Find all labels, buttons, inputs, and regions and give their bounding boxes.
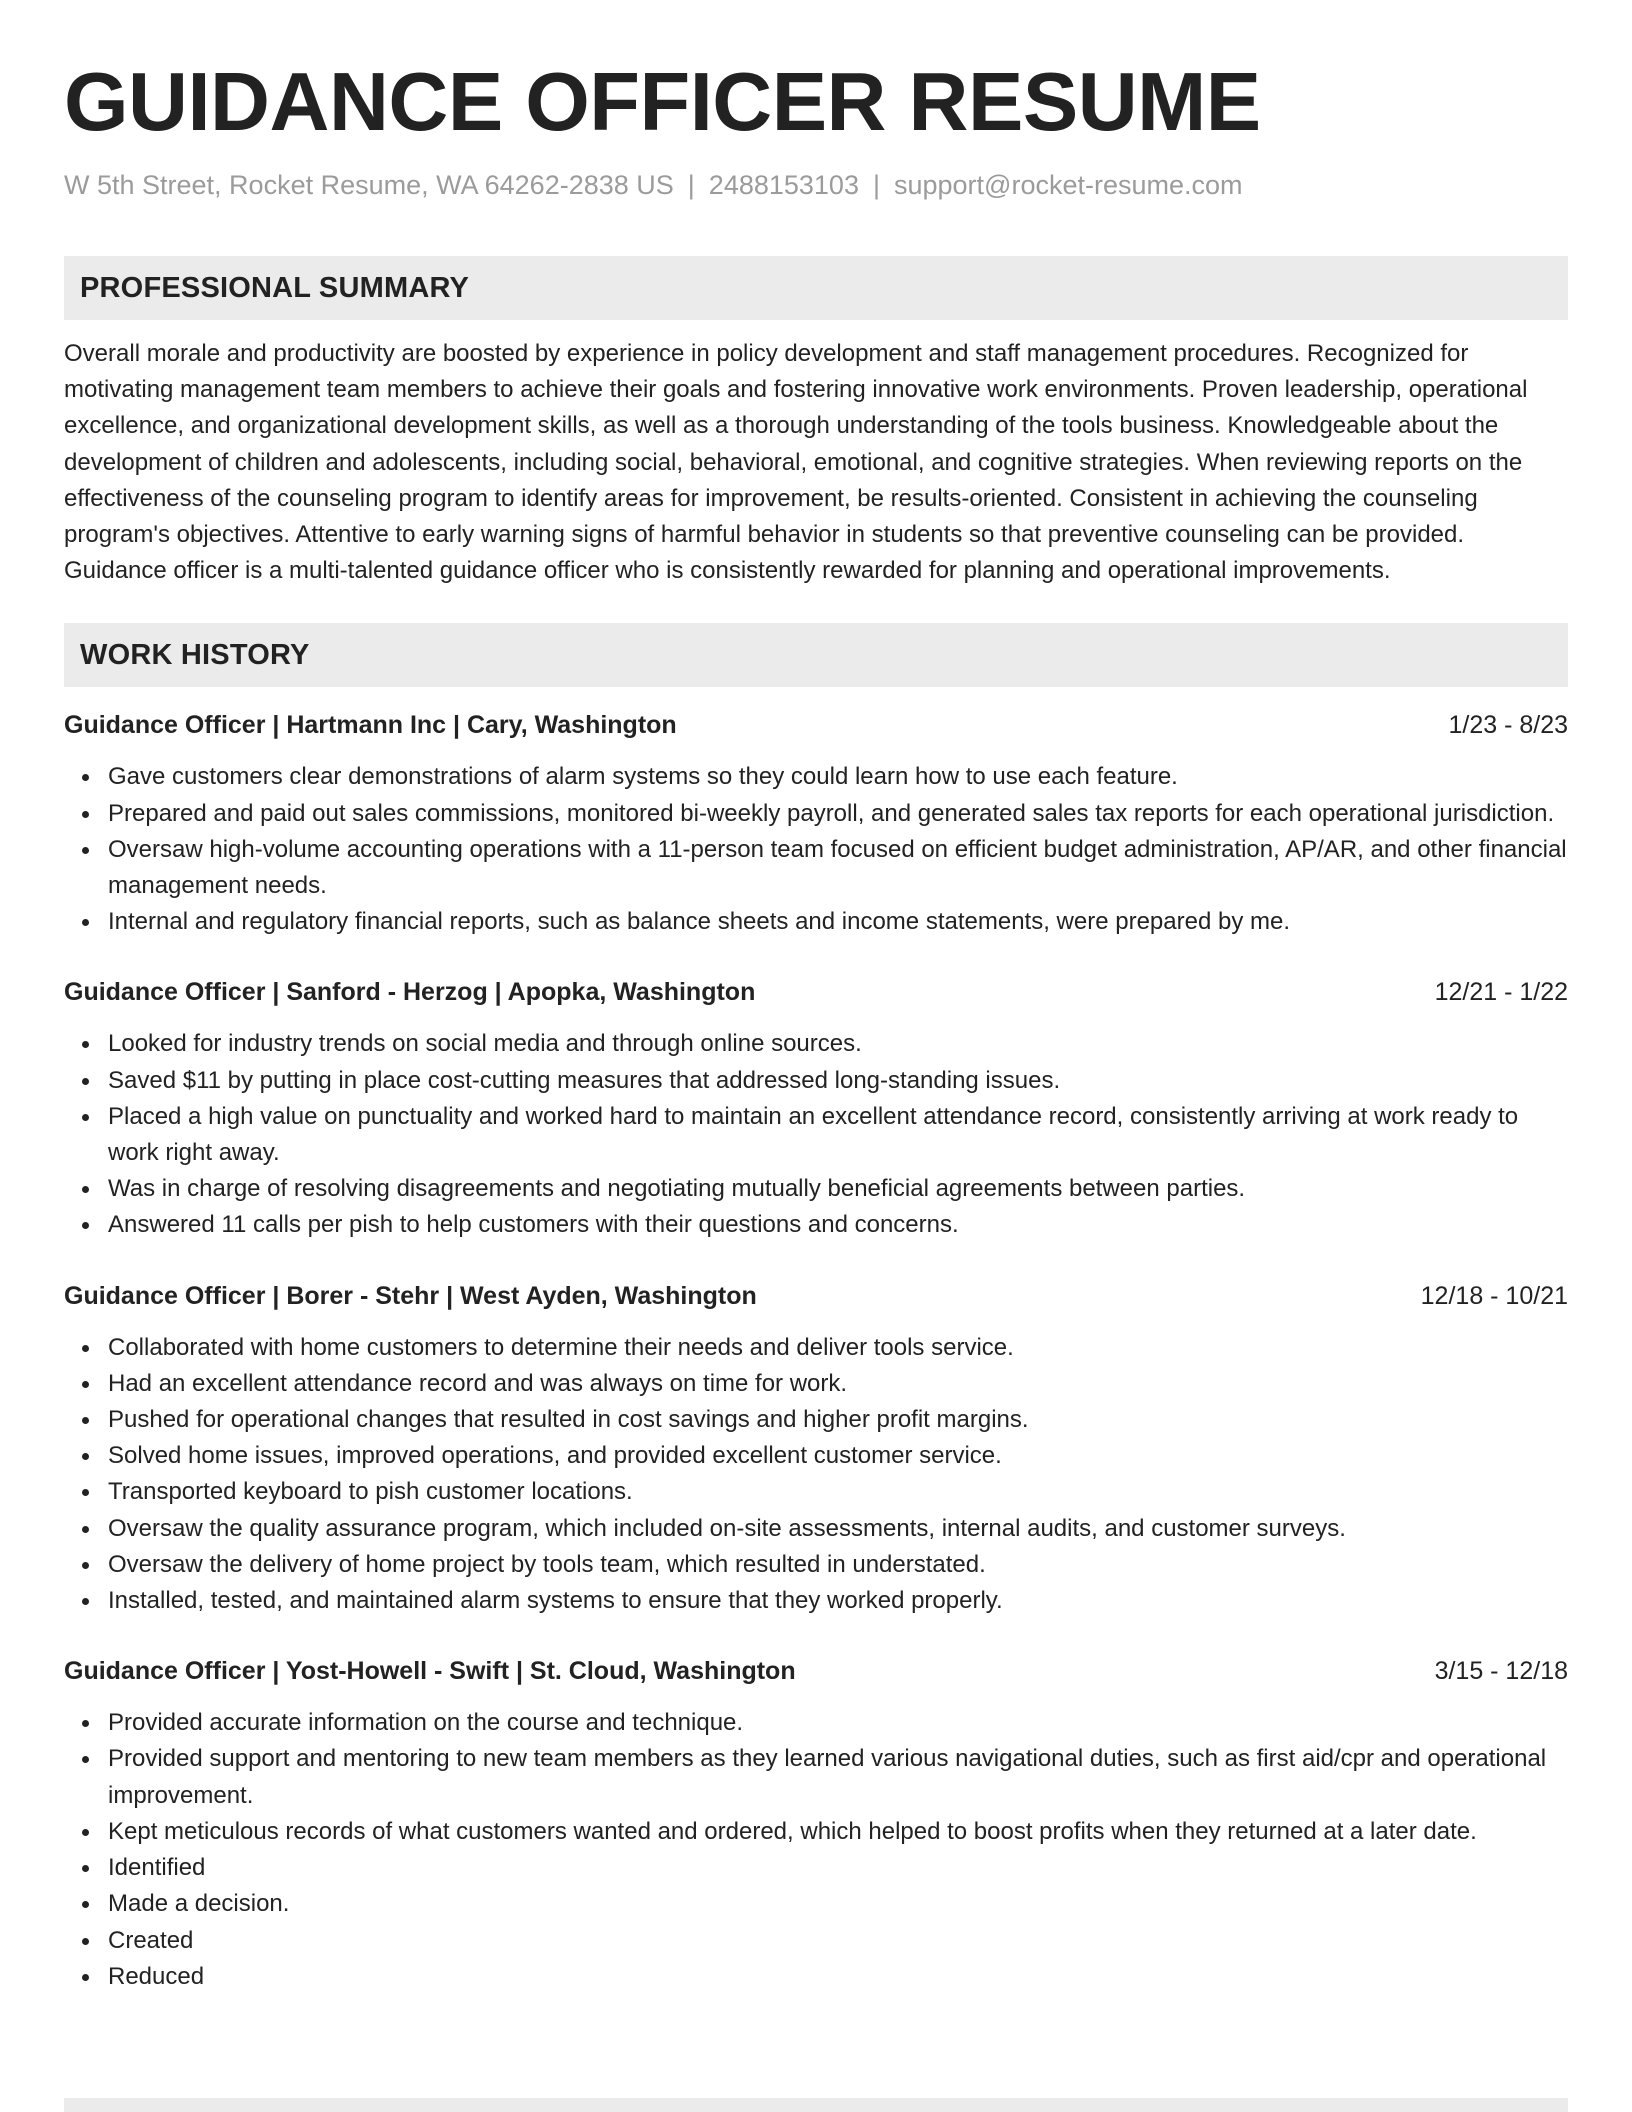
job-bullet: Collaborated with home customers to determine their needs and deliver tools service.	[108, 1330, 1568, 1366]
summary-paragraph: Overall morale and productivity are boosted by experience in policy development and staff management procedures. Recognized for motivating management team members to achieve their goals and fostering innovative work environments. Proven leadership, operational excellence, and organizational development skills, as well as a thorough understanding of the tools business. Knowledgeable about the development of children and adolescents, including social, behavioral, emotional, and cognitive strategies. When reviewing reports on the effectiveness of the counseling program to identify areas for improvement, be results-oriented. Consistent in achieving the counseling program's objectives. Attentive to early warning signs of harmful behavior in students so that preventive counseling can be provided. Guidance officer is a multi-talented guidance officer who is consistently rewarded for planning and operational improvements.	[64, 340, 1528, 585]
job-entry	[64, 1278, 1568, 1620]
job-bullet: Installed, tested, and maintained alarm systems to ensure that they worked properly.	[108, 1583, 1568, 1619]
job-title: Guidance Officer | Yost-Howell - Swift | St. Cloud, Washington	[64, 1657, 796, 1686]
job-entry	[64, 974, 1568, 1243]
job-dates: 1/23 - 8/23	[1448, 711, 1568, 740]
job-dates: 3/15 - 12/18	[1434, 1657, 1568, 1686]
job-bullet: Internal and regulatory financial reports, such as balance sheets and income statements, were prepared by me.	[108, 904, 1568, 940]
job-bullet: Kept meticulous records of what customers wanted and ordered, which helped to boost profits when they returned at a later date.	[108, 1814, 1568, 1850]
job-header	[64, 707, 1568, 743]
job-bullet: Pushed for operational changes that resulted in cost savings and higher profit margins.	[108, 1402, 1568, 1438]
job-bullet: Had an excellent attendance record and was always on time for work.	[108, 1366, 1568, 1402]
job-header	[64, 1278, 1568, 1314]
job-bullet: Answered 11 calls per pish to help customers with their questions and concerns.	[108, 1207, 1568, 1243]
job-bullet: Looked for industry trends on social media and through online sources.	[108, 1026, 1568, 1062]
job-bullet: Created	[108, 1923, 1568, 1959]
job-bullet: Provided accurate information on the course and technique.	[108, 1705, 1568, 1741]
contact-email[interactable]: support@rocket-resume.com	[893, 170, 1243, 200]
job-title: Guidance Officer | Hartmann Inc | Cary, Washington	[64, 711, 677, 740]
job-entry	[64, 1653, 1568, 1995]
job-entry	[64, 707, 1568, 940]
job-bullet: Transported keyboard to pish customer locations.	[108, 1474, 1568, 1510]
job-bullet-list	[64, 1330, 1568, 1620]
job-bullet-list	[64, 1705, 1568, 1995]
contact-separator: |	[687, 170, 695, 200]
job-title: Guidance Officer | Sanford - Herzog | Apopka, Washington	[64, 978, 756, 1007]
job-bullet: Oversaw the quality assurance program, which included on-site assessments, internal audits, and customer surveys.	[108, 1511, 1568, 1547]
job-dates: 12/18 - 10/21	[1420, 1281, 1568, 1310]
job-bullet: Gave customers clear demonstrations of alarm systems so they could learn how to use each feature.	[108, 759, 1568, 795]
job-bullet: Solved home issues, improved operations, and provided excellent customer service.	[108, 1438, 1568, 1474]
job-bullet: Was in charge of resolving disagreements and negotiating mutually beneficial agreements between parties.	[108, 1171, 1568, 1207]
job-dates: 12/21 - 1/22	[1434, 978, 1568, 1007]
section-heading-summary: PROFESSIONAL SUMMARY	[64, 256, 1568, 320]
next-section-heading-band	[64, 2098, 1568, 2112]
job-bullet: Identified	[108, 1850, 1568, 1886]
job-header	[64, 1653, 1568, 1689]
job-bullet: Placed a high value on punctuality and worked hard to maintain an excellent attendance record, consistently arriving at work ready to work right away.	[108, 1099, 1568, 1171]
job-bullet: Made a decision.	[108, 1886, 1568, 1922]
job-bullet: Prepared and paid out sales commissions, monitored bi-weekly payroll, and generated sales tax reports for each operational jurisdiction.	[108, 796, 1568, 832]
job-title: Guidance Officer | Borer - Stehr | West Ayden, Washington	[64, 1281, 757, 1310]
contact-line	[64, 168, 1568, 202]
contact-address: W 5th Street, Rocket Resume, WA 64262-2838 US	[64, 170, 674, 200]
job-bullet: Oversaw high-volume accounting operations with a 11-person team focused on efficient budget administration, AP/AR, and other financial management needs.	[108, 832, 1568, 904]
job-bullet: Provided support and mentoring to new team members as they learned various navigational duties, such as first aid/cpr and operational improvement.	[108, 1741, 1568, 1813]
section-heading-work-history: WORK HISTORY	[64, 623, 1568, 687]
job-bullet-list	[64, 1026, 1568, 1243]
contact-separator: |	[872, 170, 880, 200]
contact-phone: 2488153103	[708, 170, 859, 200]
job-bullet: Saved $11 by putting in place cost-cutting measures that addressed long-standing issues.	[108, 1063, 1568, 1099]
job-header	[64, 974, 1568, 1010]
job-bullet: Oversaw the delivery of home project by tools team, which resulted in understated.	[108, 1547, 1568, 1583]
work-history-list	[64, 707, 1568, 1994]
resume-title: GUIDANCE OFFICER RESUME	[64, 55, 1261, 148]
job-bullet: Reduced	[108, 1959, 1568, 1995]
job-bullet-list	[64, 759, 1568, 940]
